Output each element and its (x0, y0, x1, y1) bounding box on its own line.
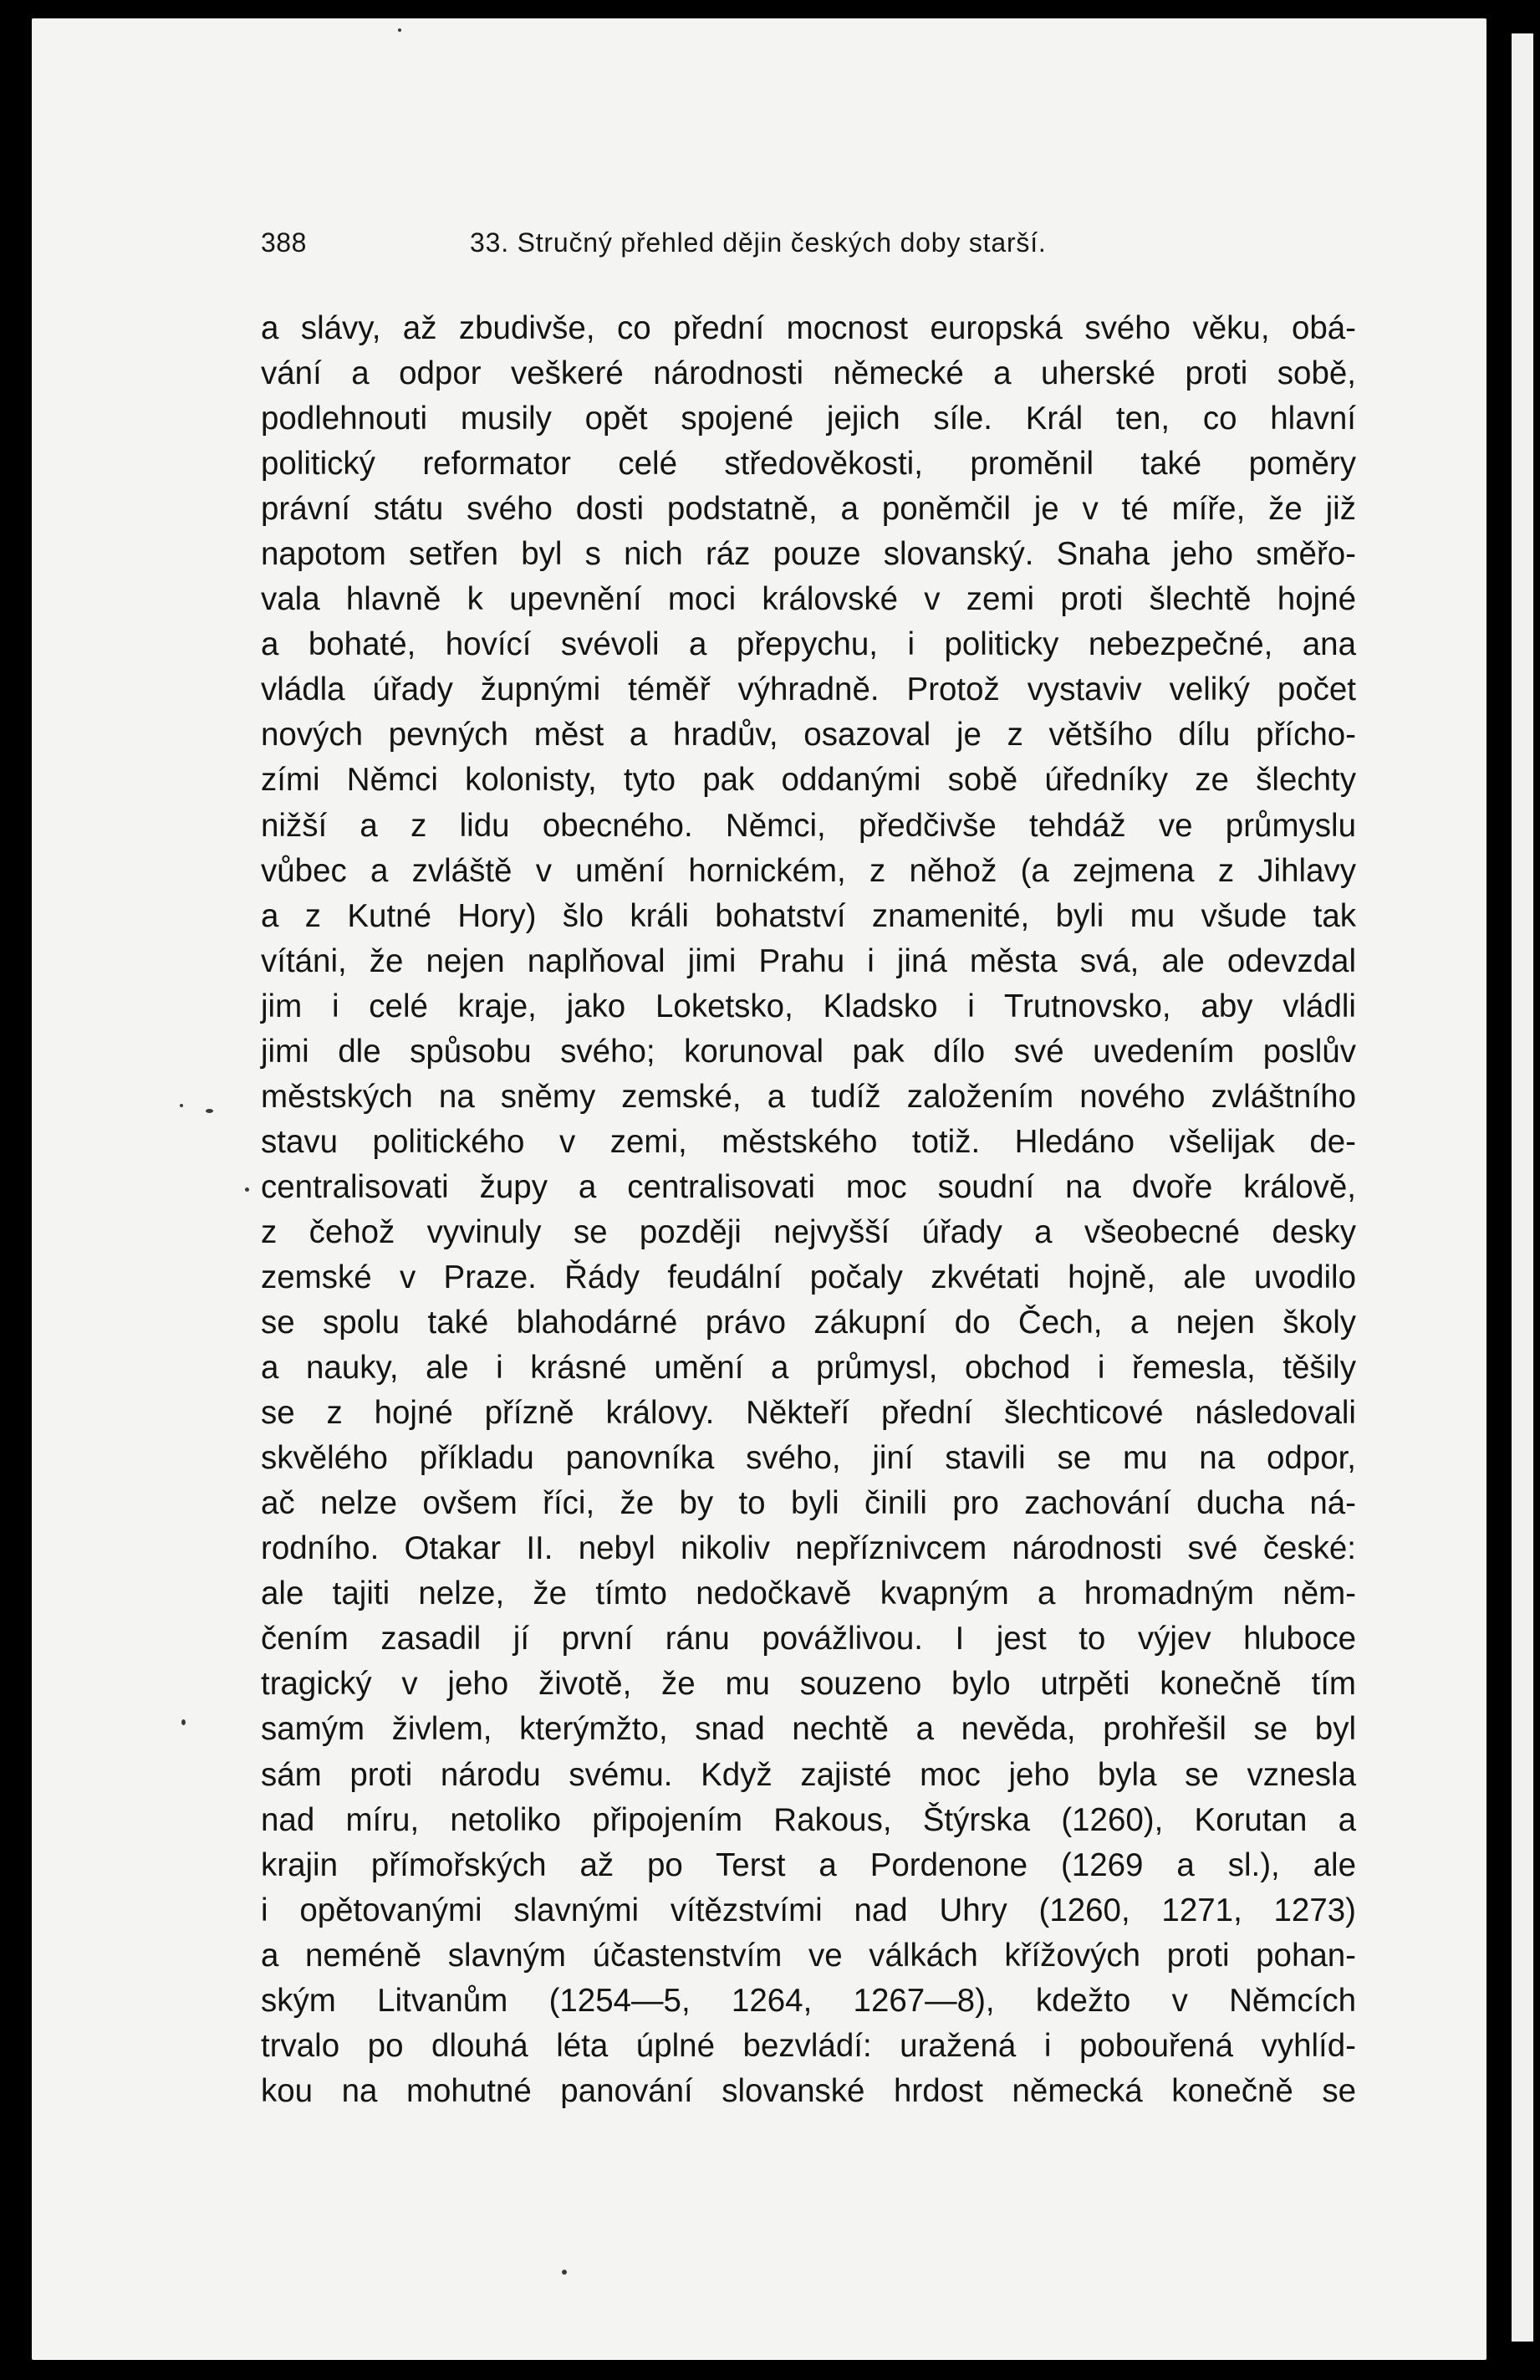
text-line: ale tajiti nelze, že tímto nedočkavě kvapným a hromadným něm- (261, 1576, 1356, 1612)
text-line: nad míru, netoliko připojením Rakous, Štýrska (1260), Korutan a (261, 1801, 1356, 1838)
facing-page-edge (1512, 33, 1533, 2342)
text-line: právní státu svého dosti podstatně, a poněmčil je v té míře, že již (261, 491, 1356, 528)
text-line: se spolu také blahodárné právo zákupní do Čech, a nejen školy (261, 1305, 1356, 1341)
text-line: ským Litvanům (1254—5, 1264, 1267—8), kdežto v Němcích (261, 1982, 1356, 2019)
text-line: tragický v jeho životě, že mu souzeno bylo utrpěti konečně tím (261, 1666, 1356, 1703)
page-number: 388 (261, 227, 307, 258)
text-line: rodního. Otakar II. nebyl nikoliv nepříznivcem národnosti své české: (261, 1530, 1356, 1567)
scan-speck (206, 1109, 213, 1113)
text-line: stavu politického v zemi, městského totiž. Hledáno všelijak de- (261, 1123, 1356, 1160)
text-line: nižší a z lidu obecného. Němci, předčivše tehdáž ve průmyslu (261, 807, 1356, 844)
text-line: jim i celé kraje, jako Loketsko, Kladsko i Trutnovsko, aby vládli (261, 988, 1356, 1024)
text-line: napotom setřen byl s nich ráz pouze slovanský. Snaha jeho směřo- (261, 536, 1356, 573)
text-line: skvělého příkladu panovníka svého, jiní stavili se mu na odpor, (261, 1440, 1356, 1477)
text-line: sám proti národu svému. Když zajisté moc jeho byla se vznesla (261, 1756, 1356, 1793)
text-line: trvalo po dlouhá léta úplné bezvládí: uražená i pobouřená vyhlíd- (261, 2027, 1356, 2064)
text-line: kou na mohutné panování slovanské hrdost německá konečně se (261, 2072, 1356, 2109)
text-line: vítáni, že nejen naplňoval jimi Prahu i jiná města svá, ale odevzdal (261, 942, 1356, 979)
body-paragraph (261, 306, 1356, 2114)
text-line: i opětovanými slavnými vítězstvími nad Uhry (1260, 1271, 1273) (261, 1892, 1356, 1928)
text-line: se z hojné přízně královy. Někteří přední šlechticové následovali (261, 1395, 1356, 1432)
text-line: zími Němci kolonisty, tyto pak oddanými sobě úředníky ze šlechty (261, 762, 1356, 799)
text-line: městských na sněmy zemské, a tudíž založením nového zvláštního (261, 1078, 1356, 1115)
scan-speck (181, 1719, 186, 1725)
page-header (261, 227, 1364, 269)
text-line: krajin přímořských až po Terst a Pordenone (1269 a sl.), ale (261, 1846, 1356, 1883)
scan-speck (562, 2270, 567, 2275)
text-line: a z Kutné Hory) šlo králi bohatství znamenité, byli mu všude tak (261, 897, 1356, 934)
text-line: z čehož vyvinuly se později nejvyšší úřady a všeobecné desky (261, 1213, 1356, 1250)
text-line: ač nelze ovšem říci, že by to byli činili pro zachování ducha ná- (261, 1485, 1356, 1522)
text-line: a slávy, až zbudivše, co přední mocnost europská svého věku, obá- (261, 310, 1356, 346)
text-line: a neméně slavným účastenstvím ve válkách křížových proti pohan- (261, 1937, 1356, 1974)
scan-speck (245, 1187, 249, 1192)
text-line: a bohaté, hovící svévoli a přepychu, i politicky nebezpečné, ana (261, 626, 1356, 663)
text-line: čením zasadil jí první ránu povážlivou. I jest to výjev hluboce (261, 1621, 1356, 1657)
text-line: vládla úřady župnými téměř výhradně. Protož vystaviv veliký počet (261, 672, 1356, 708)
text-line: vání a odpor veškeré národnosti německé a uherské proti sobě, (261, 355, 1356, 392)
text-line: samým živlem, kterýmžto, snad nechtě a nevěda, prohřešil se byl (261, 1711, 1356, 1748)
text-line: vala hlavně k upevnění moci královské v zemi proti šlechtě hojné (261, 581, 1356, 618)
running-title: 33. Stručný přehled dějin českých doby starší. (470, 227, 1047, 258)
text-line: politický reformator celé středověkosti, proměnil také poměry (261, 446, 1356, 483)
text-line: centralisovati župy a centralisovati moc soudní na dvoře královĕ, (261, 1168, 1356, 1205)
scan-speck (180, 1104, 183, 1107)
text-line: podlehnouti musily opět spojené jejich síle. Král ten, co hlavní (261, 401, 1356, 437)
text-line: a nauky, ale i krásné umění a průmysl, obchod i řemesla, těšily (261, 1350, 1356, 1387)
scan-speck (398, 28, 401, 32)
text-line: vůbec a zvláště v umění hornickém, z něhož (a zejmena z Jihlavy (261, 852, 1356, 889)
text-line: nových pevných měst a hradův, osazoval je z většího dílu přícho- (261, 717, 1356, 753)
text-line: jimi dle spůsobu svého; korunoval pak dílo své uvedením poslův (261, 1033, 1356, 1070)
text-line: zemské v Praze. Řády feudální počaly zkvétati hojně, ale uvodilo (261, 1259, 1356, 1295)
